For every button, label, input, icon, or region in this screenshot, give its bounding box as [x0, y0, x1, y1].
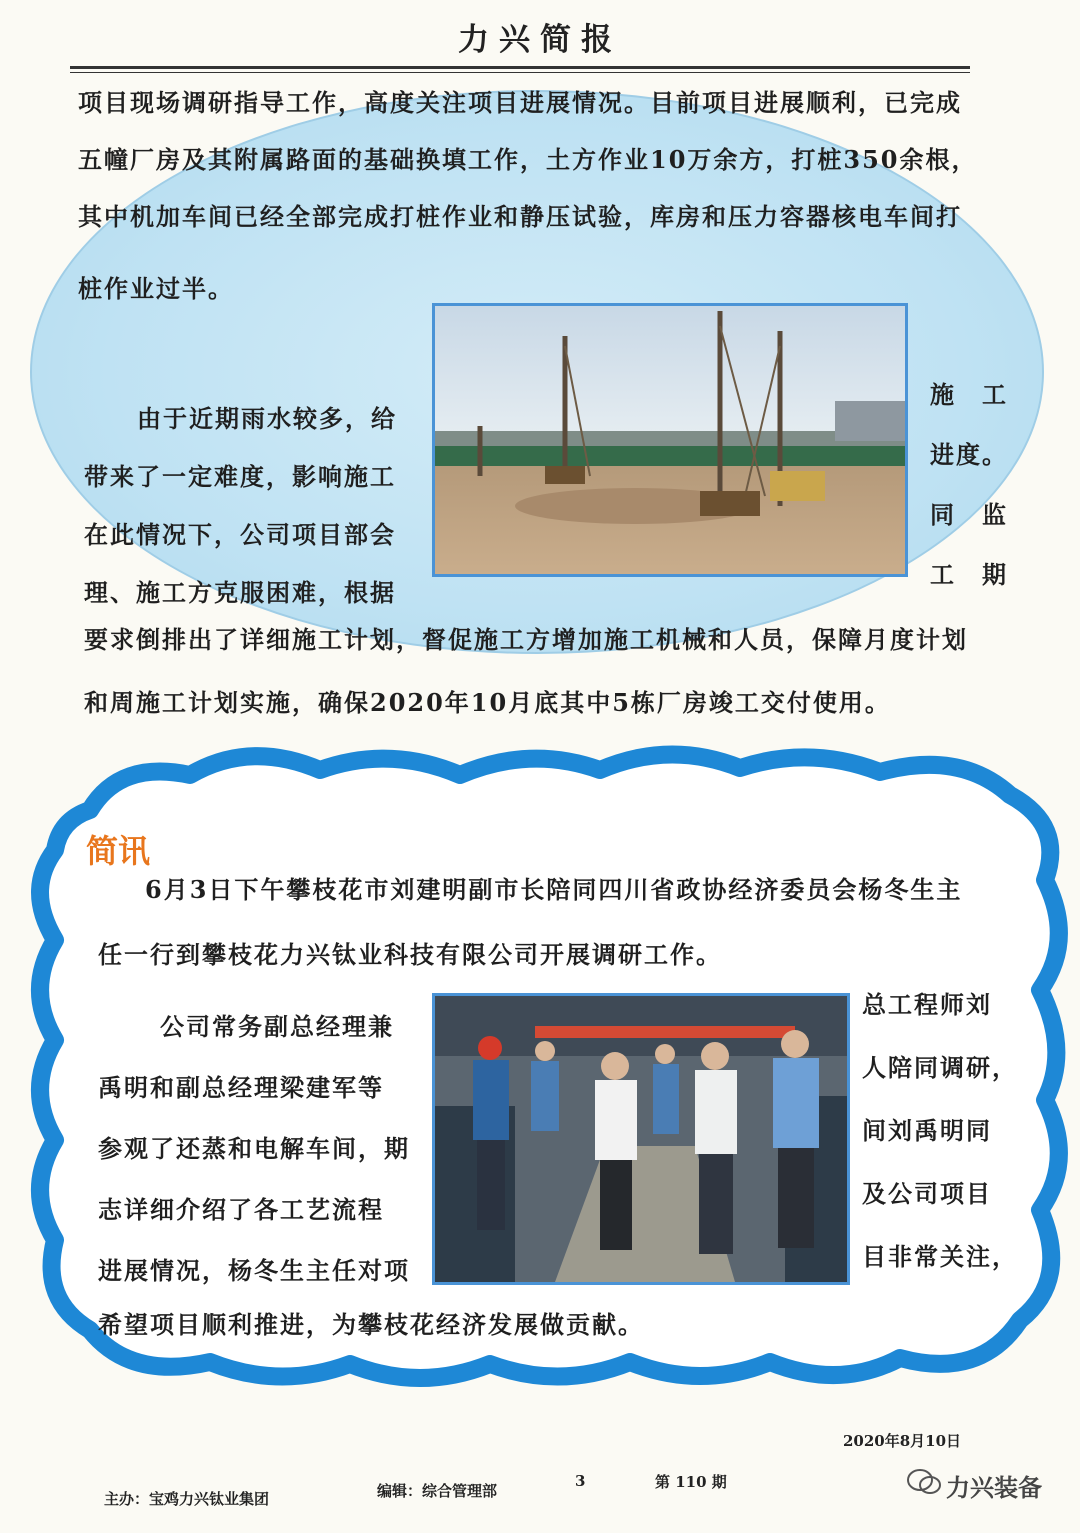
footer-sponsor: 主办：宝鸡力兴钛业集团: [104, 1490, 270, 1508]
footer-date: 2020年8月10日: [843, 1432, 962, 1450]
news-line: 希望项目顺利推进，为攀枝花经济发展做贡献。: [98, 1310, 644, 1339]
header-rule-thin: [70, 72, 970, 73]
article-line: 同 监: [930, 500, 1008, 529]
news-line: 及公司项目: [862, 1179, 992, 1208]
article-line: 要求倒排出了详细施工计划，督促施工方增加施工机械和人员，保障月度计划: [84, 625, 968, 654]
news-line: 总工程师刘: [862, 990, 992, 1019]
watermark-text: 力兴装备: [946, 1474, 1042, 1502]
header-rule: [70, 66, 970, 69]
news-line: 6月3日下午攀枝花市刘建明副市长陪同四川省政协经济委员会杨冬生主: [145, 875, 963, 904]
news-line: 禹明和副总经理梁建军等: [98, 1073, 384, 1102]
article-line: 由于近期雨水较多，给: [137, 404, 397, 433]
news-line: 公司常务副总经理兼: [160, 1012, 394, 1041]
article-line: 理、施工方克服困难，根据: [84, 578, 396, 607]
news-line: 参观了还蒸和电解车间，期: [98, 1134, 410, 1163]
news-line: 目非常关注，: [862, 1242, 1018, 1271]
news-line: 人陪同调研，: [862, 1053, 1018, 1082]
footer-page-number: 3: [575, 1472, 586, 1490]
news-section-title: 简讯: [86, 832, 151, 870]
news-line: 进展情况，杨冬生主任对项: [98, 1256, 410, 1285]
article-line: 五幢厂房及其附属路面的基础换填工作，土方作业10万余方，打桩350余根，: [78, 145, 978, 174]
article-line: 其中机加车间已经全部完成打桩作业和静压试验，库房和压力容器核电车间打: [78, 202, 962, 231]
factory-visit-photo: [432, 993, 850, 1285]
footer-editor: 编辑：综合管理部: [377, 1482, 498, 1500]
news-line: 志详细介绍了各工艺流程: [98, 1195, 384, 1224]
article-line: 桩作业过半。: [78, 274, 234, 303]
construction-site-photo: [432, 303, 908, 577]
page-header-title: 力兴简报: [458, 22, 622, 58]
article-line: 带来了一定难度，影响施工: [84, 462, 396, 491]
news-line: 间刘禹明同: [862, 1116, 992, 1145]
article-line: 施 工: [930, 380, 1008, 409]
article-line: 在此情况下，公司项目部会: [84, 520, 396, 549]
article-line: 项目现场调研指导工作，高度关注项目进展情况。目前项目进展顺利，已完成: [78, 88, 962, 117]
footer-issue: 第 110 期: [655, 1473, 727, 1491]
article-line: 和周施工计划实施，确保2020年10月底其中5栋厂房竣工交付使用。: [84, 688, 891, 717]
wechat-watermark-icon: [906, 1467, 942, 1497]
article-line: 进度。: [930, 440, 1008, 469]
news-line: 任一行到攀枝花力兴钛业科技有限公司开展调研工作。: [98, 940, 722, 969]
article-line: 工 期: [930, 560, 1008, 589]
